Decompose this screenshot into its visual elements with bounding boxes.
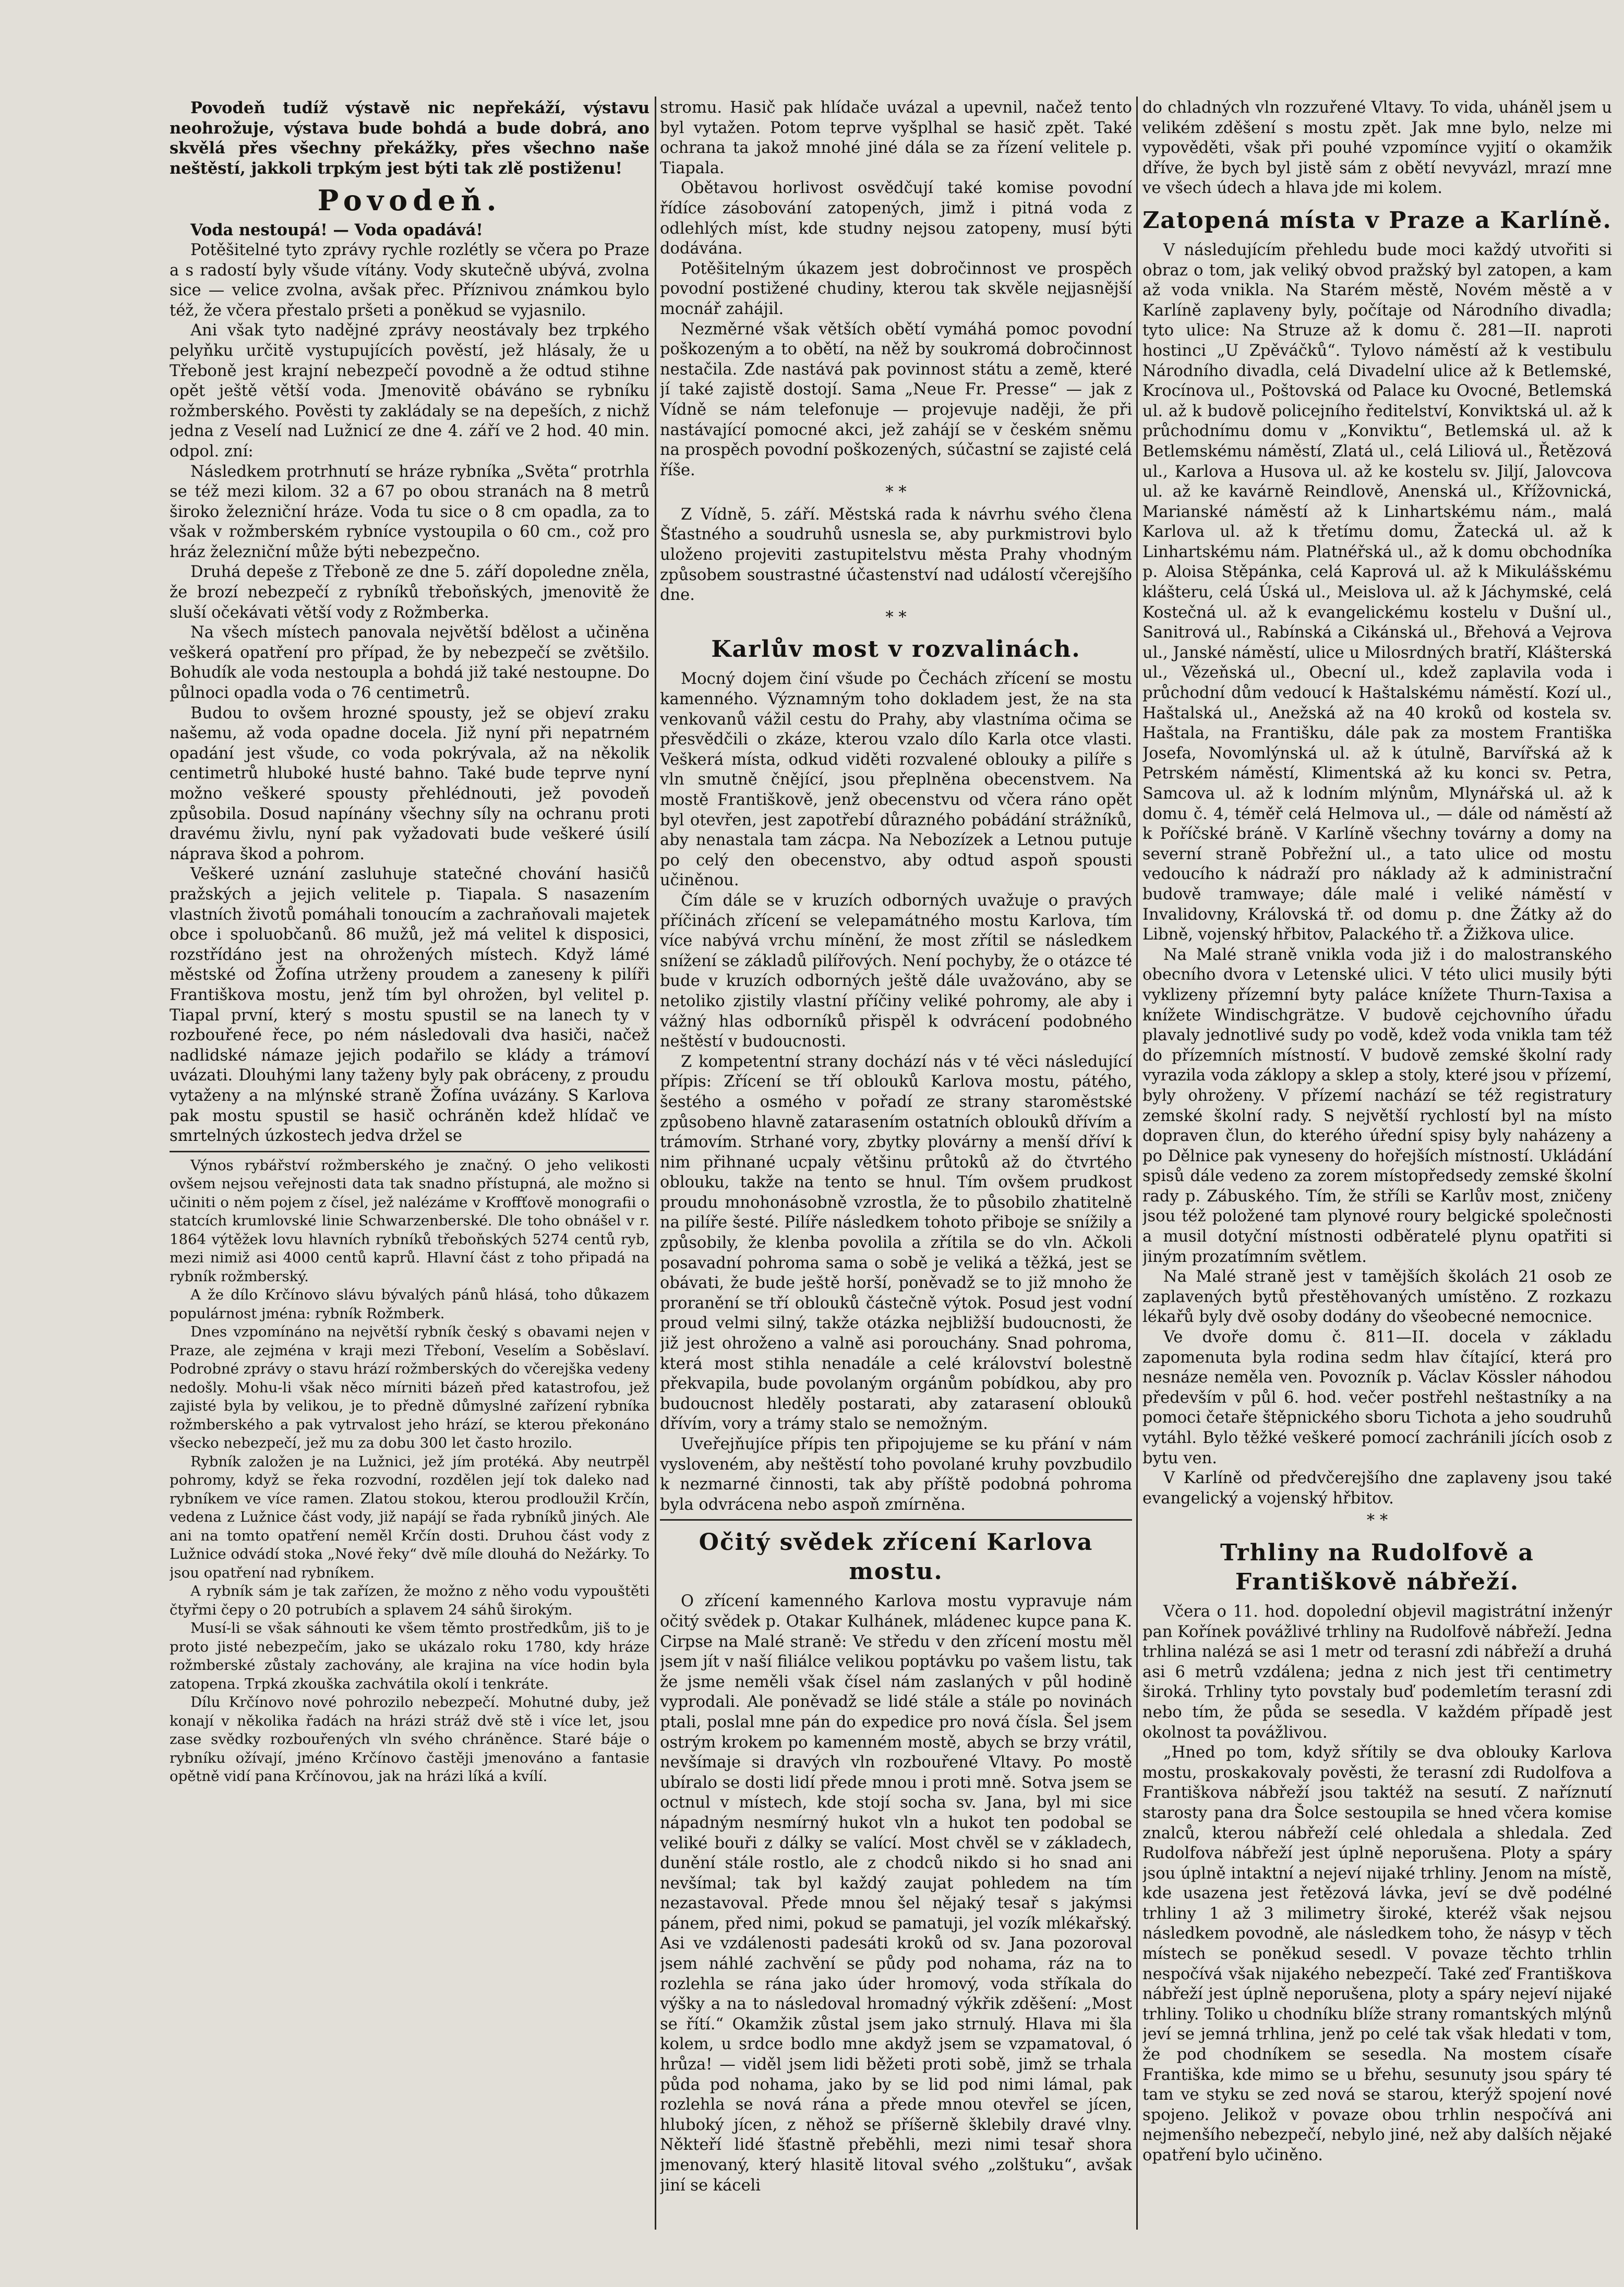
article-headline: Karlův most v rozvalinách. — [711, 636, 1081, 663]
section-rule — [660, 1519, 1132, 1521]
article-paragraph: Čím dále se v kruzích odborných uvažuje o pravých příčinách zřícení se velepamátného mostu Karlova, tím více nabývá vrchu mínění, že most zřítil se následkem snížení se základů pilířových. Není pochyby, že o otázce té bude v kruzích odborných ještě dále uvažováno, aby se netoliko zjistily vlastní příčiny veliké pohromy, ale aby i vážný hlas odborníků přispěl k odvrácení podobného neštěstí v budoucnosti. — [660, 891, 1132, 1051]
article-headline: Trhliny na Rudolfově a Františkově nábřeží. — [1220, 1539, 1534, 1595]
article-paragraph: O zřícení kamenného Karlova mostu vypravuje nám očitý svědek p. Otakar Kulhánek, mládenec kupce pana K. Cirpse na Malé straně: Ve středu v den zřícení mostu měl jsem jít v naší filiálce velikou poptávku po vašem listu, tak že jsme neměli však čísel nám zaslaných v půl hodině vyprodali. Ale poněvadž se lidé stále a stále po novinách ptali, poslal mne pán do expedice pro nová čísla. Šel jsem ostrým krokem po kamenném mostě, abych se brzy vrátil, nevšímaje si dravých vln rozbouřené Vltavy. Po mostě ubíralo se dosti lidí přede mnou i proti mně. Sotva jsem se octnul v místech, kde stojí socha sv. Jana, byl mi sice nápadným nesmírný hukot vln a hukot ten podobal se veliké bouři z dálky se valící. Most chvěl se v základech, dunění stále rostlo, ale z chodců nikdo si ho snad ani nevšímal; tak byl každý zaujat pohledem na tím nezastavoval. Přede mnou šel nějaký tesař s jakýmsi pánem, před nimi, pokud se pamatuji, jel vozík mlékařský. Asi ve vzdálenosti padesáti kroků od sv. Jana pozoroval jsem náhlé zachvění se půdy pod nohama, ráz na to rozlehla se rána jako úder hromový, voda stříkala do výšky a na to následoval hromadný výkřik zděšení: „Most se řítí.“ Okamžik zůstal jsem jako strnulý. Hlava mi šla kolem, u srdce bodlo mne akdyž jsem se vzpamatoval, ó hrůza! — viděl jsem lidi běžeti proti sobě, jimž se trhala půda pod nohama, jako by se lid pod nimi lámal, pak rozlehla se nová rána a přede mnou otevřel se jícen, hluboký jícen, z něhož se příšerně šklebily dravé vlny. Někteří lidé šťastně přeběhli, mezi nimi tesař shora jmenovaný, který hlasitě litoval svého „zolštuku“, avšak jiní se káceli — [660, 1592, 1132, 2195]
article-paragraph: V následujícím přehledu bude moci každý utvořiti si obraz o tom, jak veliký obvod pražský byl zatopen, a kam až voda vnikla. Na Starém městě, Novém městě a v Karlíně zaplaveny byly, počítaje od Národního divadla; tyto ulice: Na Struze až k domu č. 281—II. naproti hostinci „U Zpěváčků“. Tylovo náměstí až k vestibulu Národního divadla, celá Divadelní ulice až k Betlemské, Krocínova ul., Poštovská od Palace ku Ovocné, Betlemská ul. až k budově policejního ředitelství, Konviktská ul. až k průchodnímu domu v „Konviktu“, Betlemská ul. až k Betlemskému náměstí, Zlatá ul., celá Liliová ul., Řetězová ul., Karlova a Husova ul. až ke kostelu sv. Jiljí, Jalovcova ul. až ke kavárně Reindlově, Anenská ul., Křížovnická, Marianské náměstí až k Linhartskému nám., malá Karlova ul. až k třetímu domu, Žatecká ul. až k Linhartskému nám. Platnéřská ul., až k domu obchodníka p. Aloisa Stěpánka, celá Kaprová ul. až k Mikulášskému klášteru, celá Úská ul., Meislova ul. až k Jáchymské, celá Kostečná ul. až k evangelickému kostelu v Dušní ul., Sanitrová ul., Rabínská a Cikánská ul., Břehová a Vejrova ul., Janské náměstí, ulice u Milosrdných bratří, Klášterská ul., Vězeňská ul., Obecní ul., kdež zaplavila voda i průchodní dům vedoucí k Haštalskému náměstí. Kozí ul., Haštalská ul., Anežská až na 40 kroků od kostela sv. Haštala, na Františku, dále pak za mostem Františka Josefa, Novomlýnská ul. až k útulně, Barvířská až k Petrském náměstí, Klimentská až ku konci sv. Petra, Samcova ul. až k lodním mlýnům, Mlynářská ul. až k domu č. 4, téměř celá Helmova ul., — dále od náměstí až k Poříčské bráně. V Karlíně všechny továrny a domy na severní straně Pobřežní ul., a tato ulice od mostu vedoucího k nádraží pro náklady až k administrační budově tramwaye; dále malé i veliké náměstí v Invalidovny, Královská tř. od domu p. dne Žátky až do Libně, vojenský hřbitov, Palackého tř. a Žižkova ulice. — [1142, 240, 1612, 944]
article-paragraph: Rybník založen je na Lužnici, jež jím protéká. Aby neutrpěl pohromy, když se řeka rozvodní, rozdělen její tok daleko nad rybníkem ve více ramen. Zlatou stokou, kterou prodloužil Krčín, vedena z Lužnice část vody, již napájí se řada rybníků jiných. Ale ani na tomto opatření neměl Krčín dosti. Druhou část vody z Lužnice odvádí stoka „Nové řeky“ dvě míle dlouhá do Nežárky. To jsou opatření nad rybníkem. — [170, 1453, 649, 1581]
column-rule — [655, 97, 656, 2230]
article-paragraph: Na všech místech panovala největší bdělost a učiněna veškerá opatření pro případ, že by nebezpečí se zvětšilo. Bohudík ale voda nestoupla a bohdá již také nestoupne. Do půlnoci opadla voda o 76 centimetrů. — [170, 623, 649, 703]
article-paragraph: A že dílo Krčínovo slávu bývalých pánů hlásá, toho důkazem populárnost jména: rybník Rožmberk. — [170, 1286, 649, 1322]
article-paragraph: Dnes vzpomínáno na největší rybník český s obavami nejen v Praze, ale zejména v kraji mezi Třeboní, Veselím a Soběslaví. Podrobné zprávy o stavu hrází rožmberských do včerejška vedeny nedošly. Mohu-li však něco mírniti bázeň před katastrofou, jež zajisté byla by velikou, je to předně důmyslné zařízení rybníka rožmberského a pak vytrvalost jeho hrází, se kterou překonáno všecko nebezpečí, jež mu za dobu 300 let často hrozilo. — [170, 1323, 649, 1452]
article-headline: Povodeň. — [317, 184, 502, 218]
article-paragraph: Následkem protrhnutí se hráze rybníka „Světa“ protrhla se též mezi kilom. 32 a 67 po obou stranách na 8 metrů široko železniční hráze. Voda tu sice o 8 cm opadla, za to však v rožmberském rybníce vystoupila o 60 cm., což pro hráz železniční může býti nebezpečno. — [170, 462, 649, 561]
article-paragraph: Výnos rybářství rožmberského je značný. O jeho velikosti ovšem nejsou veřejnosti data tak snadno přístupná, ale možno si učiniti o něm pojem z čísel, jež nalézáme v Kroffťově monografii o statcích krumlovské linie Schwarzenberské. Dle toho obnášel v r. 1864 výtěžek lovu hlavních rybníků třeboňských 5274 centů ryb, mezi nimiž asi 4000 centů kaprů. Hlavní část z toho připadá na rybník rožmberský. — [170, 1157, 649, 1285]
article-paragraph: Musí-li se však sáhnouti ke všem těmto prostředkům, jiš to je proto jisté nebezpečím, jako se ukázalo roku 1780, kdy hráze rožmberské zůstaly zachovány, ale krajina na více hodin byla zatopena. Trpká zkouška zachvátila okolí i tenkráte. — [170, 1620, 649, 1692]
article-paragraph: Mocný dojem činí všude po Čechách zřícení se mostu kamenného. Významným toho dokladem jest, že na sta venkovanů vážil cestu do Prahy, aby vlastníma očima se přesvědčili o zkáze, kterou vzalo dílo Karla otce vlasti. Veškerá místa, odkud viděti rozvalené oblouky a pilíře s vln smutně čnějící, jsou přeplněna obecenstvem. Na mostě Františkově, jenž obecenstvu od včera ráno opět byl otevřen, jest zapotřebí důrazného pobádání strážníků, aby nenastala tam zácpa. Na Nebozízek a Letnou putuje po celý den obecenstvo, aby odtud aspoň spousti učiněnou. — [660, 670, 1132, 890]
article-paragraph: Nezměrné však větších obětí vymáhá pomoc povodní poškozeným a to obětí, na něž by soukromá dobročinnost nestačila. Zde nastává pak povinnost státu a země, které jí také zajistě dostojí. Sama „Neue Fr. Presse“ — jak z Vídně se nám telefonuje — projevuje naději, že při nastávající pomocné akci, jež zahájí se v českém sněmu na prospěch povodní poškozených, súčastní se zajisté celá říše. — [660, 320, 1132, 479]
article-paragraph: Voda nestoupá! — Voda opadává! — [190, 221, 483, 240]
article-paragraph: Druhá depeše z Třeboně ze dne 5. září dopoledne zněla, že brozí nebezpečí z rybníků třeboňských, jmenovitě že sluší očekávati větší vody z Rožmberka. — [170, 563, 649, 622]
article-paragraph: Ani však tyto nadějné zprávy neostávaly bez trpkého pelyňku určitě vystupujících pověstí, jež hlásaly, že u Třeboně jest krajní nebezpečí povodně a že odtud stihne opět ještě větší voda. Jmenovitě obáváno se rybníku rožmberského. Pověsti ty zakládaly se na depeších, z nichž jedna z Veselí nad Lužnicí ze dne 4. září ve 2 hod. 40 min. odpol. zní: — [170, 321, 649, 461]
article-paragraph: Budou to ovšem hrozné spousty, jež se objeví zraku našemu, až voda opadne docela. Již nyní při nepatrném opadání jest všude, co voda pokrývala, až na několik centimetrů hluboké husté bahno. Také bude teprve nyní možno veškeré spousty přehlédnouti, jež povodeň způsobila. Dosud napínány všechny síly na ochranu proti dravému živlu, nyní pak vyžadovati bude veškeré úsilí náprava škod a pohrom. — [170, 704, 649, 863]
section-rule — [170, 1151, 649, 1152]
article-paragraph: A rybník sám je tak zařízen, že možno z něho vodu vypouštěti čtyřmi čepy o 20 potrubích a splavem 24 sáhů širokým. — [170, 1583, 649, 1618]
article-paragraph: Potěšitelným úkazem jest dobročinnost ve prospěch povodní postižené chudiny, kterou tak skvěle nejjasnější mocnář zahájil. — [660, 259, 1132, 318]
article-paragraph: „Hned po tom, když sřítily se dva oblouky Karlova mostu, proskakovaly pověsti, že terasní zdi Rudolfova a Františkova nábřeží jsou taktéž na sesutí. Z naříznutí starosty pana dra Šolce sestoupila se hned včera komise znalců, kterou nábřeží celé ohledala a shledala. Zeď Rudolfova nábřeží jest úplně neporušena. Ploty a spáry jsou úplně intaktní a nejeví nijaké trhliny. Jenom na místě, kde usazena jest řetězová lávka, jeví se dvě podélné trhliny 1 až 3 milimetry široké, kteréž však nejsou následkem povodně, ale následkem toho, že násyp v těch místech se poněkud sesedl. V povaze těchto trhlin nespočívá však nijakého nebezpečí. Také zeď Františkova nábřeží jest úplně neporušena, ploty a spáry nejeví nijaké trhliny. Toliko u chodníku blíže strany romantských mlýnů jeví se jemná trhlina, jenž po celé tak však hledati v tom, že pod chodníkem se sesedla. Na mostem císaře Františka, kde mimo se u břehu, sesunuty jsou spáry té tam ve styku se zed nová se starou, kterýž spojení nové spojeno. Jelikož v povaze obou trhlin nespočívá ani nejmenšího nebezpečí, nebylo jiné, než aby dalších nějaké opatření bylo učiněno. — [1142, 1743, 1612, 2164]
article-paragraph: Potěšitelné tyto zprávy rychle rozlétly se včera po Praze a s radostí byly všude vítány. Vody skutečně ubývá, zvolna sice — velice zvolna, avšak přec. Příznivou známkou bylo též, že včera přestalo pršeti a poněkud se vyjasnilo. — [170, 240, 649, 320]
article-headline: Očitý svědek zřícení Karlova mostu. — [699, 1529, 1093, 1585]
section-separator: * * — [885, 608, 907, 627]
article-paragraph: V Karlíně od předvčerejšího dne zaplaveny jsou také evangelický a vojenský hřbitov. — [1142, 1469, 1612, 1508]
article-paragraph: Na Malé straně jest v tamějších školách 21 osob ze zaplavených bytů přestěhovaných umístěno. Z rozkazu lékařů byly dvě osoby dodány do všeobecné nemocnice. — [1142, 1268, 1612, 1327]
article-paragraph: Včera o 11. hod. dopolední objevil magistrátní inženýr pan Kořínek povážlivé trhliny na Rudolfově nábřeží. Jedna trhlina nalézá se asi 1 metr od terasní zdi nábřeží a druhá asi 6 metrů vzdálena; jedna z nich jest tři centimetry široká. Trhliny tyto povstaly buď podemletím terasní zdi nebo tím, že půda se sesedla. V každém případě jest okolnost ta povážlivou. — [1142, 1602, 1612, 1742]
column-1 — [170, 98, 649, 2224]
article-paragraph: stromu. Hasič pak hlídače uvázal a upevnil, načež tento byl vytažen. Potom teprve vyšplhal se hasič zpět. Také ochrana ta jakož mnohé jiné dála se za řízení velitele p. Tiapala. — [660, 99, 1132, 177]
column-3 — [1142, 98, 1612, 2224]
section-separator: * * — [1366, 1511, 1388, 1530]
article-paragraph: Na Malé straně vnikla voda již i do malostranského obecního dvora v Letenské ulici. V této ulici musily býti vyklizeny přízemní byty paláce knížete Thurn-Taxisa a knížete Windischgrätze. V budově cejchovního úřadu plavaly jednotlivé sudy po vodě, kdež voda vnikla tam též do přízemních místností. V budově zemské školní rady vyrazila voda záklopy a sklep a stoly, které jsou v přízemí, byly ohroženy. V přízemí nachází se též registratury zemské školní rady. S největší rychlostí byl na místo dopraven člun, do kterého úřední spisy byly naházeny a po Dělnice pak vyneseny do hořejších místností. Ukládání spisů dále vedeno za zorem místopředsedy zemské školní rady p. Zábuského. Tím, že stříli se Karlův most, zničeny jsou též položené tam plynové roury belgické společnosti a musil dotyční místnosti odběratelé plynu opatřiti si jiným prozatímním světlem. — [1142, 945, 1612, 1266]
article-paragraph: do chladných vln rozzuřené Vltavy. To vida, uháněl jsem u velikém zděšení s mostu zpět. Jak mne bylo, nelze mi vypověděti, však při pouhé vzpomínce vyjití o okamžik dříve, že bych byl jistě sám z obětí nevyvázl, mrazí mne ve všech údech a hlava jde mi kolem. — [1142, 99, 1612, 198]
section-separator: * * — [885, 483, 907, 502]
article-headline: Zatopená místa v Praze a Karlíně. — [1142, 207, 1612, 234]
article-paragraph: Z kompetentní strany dochází nás v té věci následující přípis: Zřícení se tří oblouků Karlova mostu, pátého, šestého a osmého v pořadí ze strany staroměstské způsobeno hlavně zatarasením ostatních oblouků dřívím a trámovím. Strhané vory, zbytky plovárny a menší dříví k nim přihnané ucpaly většinu průtoků až do čtvrtého oblouku, takže na tento se hnul. Tím ovšem prudkost proudu mnohonásobně vzrostla, že to působilo zhatitelně na pilíře šesté. Pilíře následkem tohoto přiboje se snížily a způsobily, že klenba povolila a zřítila se do vln. Ačkoli posavadní pohroma sama o sobě je veliká a těžká, jest se obávati, že bude ještě horší, poněvadž se to již mnoho že proranění se tří oblouků částečně výtok. Posud jest vodní proud velmi silný, takže otázka nejbližší budoucnosti, že již jest ohroženo a valně asi porouchány. Snad pohroma, která most stihla nenadále a celé království bolestně překvapila, bude povolaným orgánům pobídkou, aby pro budoucnost hleděly postarati, aby zatarasení oblouků dřívím, vory a trámy stalo se nemožným. — [660, 1052, 1132, 1434]
article-paragraph: Veškeré uznání zasluhuje statečné chování hasičů pražských a jejich velitele p. Tiapala. S nasazením vlastních životů pomáhali tonoucím a zachraňovali majetek obce i spoluobčanů. 86 mužů, jež má velitel k disposici, rozstřídáno jest na ohrožených místech. Když lámé městské od Žofína utrženy proudem a zaneseny k pilíři Františkova mostu, jenž tím byl ohrožen, byl velitel p. Tiapal první, který s mostu spustil se na lanech ty v rozbouřené řece, po ném následovali dva hasiči, načež nadlidské námaze jejich podařilo se klády a trámoví uvázati. Dlouhými lany taženy byly pak obráceny, z proudu vytaženy a na mlýnské straně Žofína uvázány. S Karlova pak mostu spustil se hasič ochráněn kdež hlídač ve smrtelných úzkostech jedva držel se — [170, 865, 649, 1146]
article-paragraph: Uveřejňujíce přípis ten připojujeme se ku přání v nám vysloveném, aby neštěstí toho povolané kruhy povzbudilo k nezmarné činnosti, tak aby příště podobná pohroma byla odvrácena nebo aspoň zmírněna. — [660, 1435, 1132, 1514]
article-paragraph: Dílu Krčínovo nové pohrozilo nebezpečí. Mohutné duby, jež konají v několika řadách na hrázi stráž dvě stě i více let, jsou zase svědky rozbouřených vln svého chráněnce. Staré báje o rybníku ožívají, jméno Krčínovo častěji jmenováno a fantasie opětně vidí pana Krčínovou, jak na hrázi líká a kvílí. — [170, 1694, 649, 1785]
article-paragraph: Obětavou horlivost osvědčují také komise povodní řídíce zásobování zatopených, jimž i pitná voda z odlehlých míst, kde studny nejsou zatopeny, musí býti dodávána. — [660, 179, 1132, 258]
column-2 — [660, 98, 1132, 2224]
article-paragraph: Z Vídně, 5. září. Městská rada k návrhu svého člena Šťastného a soudruhů usnesla se, aby purkmistrovi bylo uloženo projeviti zastupitelstvu města Prahy vhodným způsobem soustrastné účastenství nad událostí včerejšího dne. — [660, 505, 1132, 605]
column-rule — [1136, 97, 1138, 2230]
article-paragraph: Ve dvoře domu č. 811—II. docela v základu zapomenuta byla rodina sedm hlav čítající, která pro nesnáze neměla ven. Povozník p. Václav Kössler náhodou především v půl 6. hod. večer postřehl neštastníky a na pomoci četaře štěpnického sboru Tichota a jeho soudruhů vytáhl. Bylo těžké veškeré pomocí zachránili jících osob z bytu ven. — [1142, 1328, 1612, 1467]
article-paragraph: Povodeň tudíž výstavě nic nepřekáží, výstavu neohrožuje, výstava bude bohdá a bude dobrá, ano skvělá přes všechny překážky, přes všechno naše neštěstí, jakkoli trpkým jest býti tak zlě postiženu! — [170, 99, 649, 178]
